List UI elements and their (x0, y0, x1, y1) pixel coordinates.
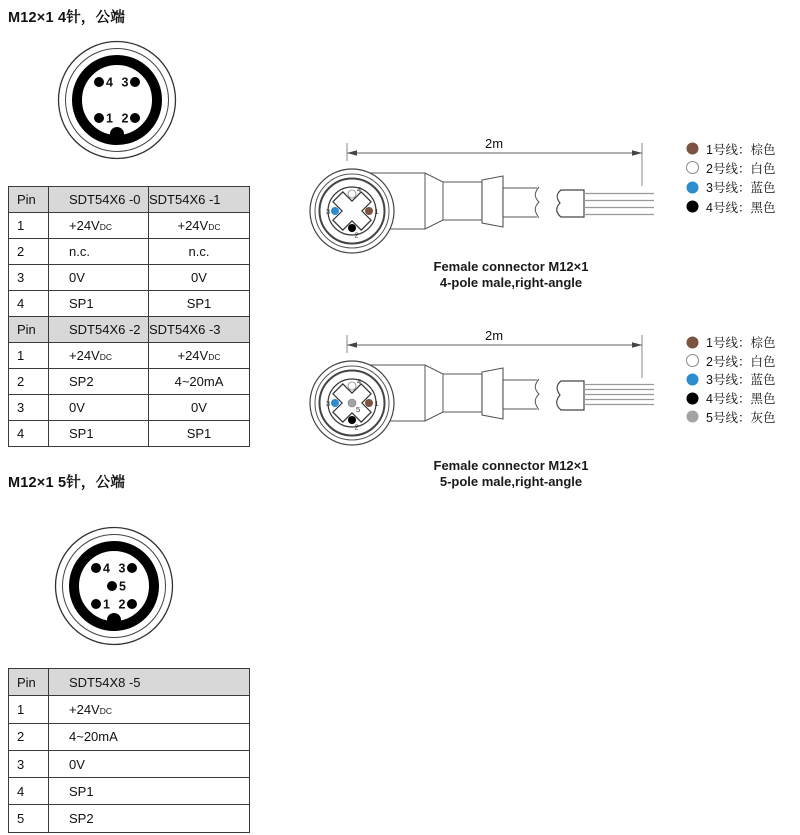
face-pin-label: 1 (374, 399, 379, 408)
table-cell: SP1 (49, 421, 149, 447)
table-row (9, 369, 250, 395)
face-pin-label: 2 (354, 422, 359, 432)
legend-label: 4号线：黑色 (706, 200, 776, 215)
pin-label: 2 (118, 597, 126, 612)
table-cell: SP2 (49, 805, 250, 832)
dim-label: 2m (484, 136, 504, 151)
cable-end-piece (557, 381, 584, 410)
strain-relief (482, 176, 503, 227)
dim-arrowhead-right (632, 150, 642, 156)
table-row (9, 265, 250, 291)
wire-color-dot-icon (686, 354, 699, 367)
keyway-bump (107, 613, 121, 627)
table-header-row (9, 669, 250, 696)
cable-end-piece (557, 190, 584, 217)
wire-color-dot-icon (686, 142, 699, 155)
column-header: SDT54X6 -0 (49, 187, 149, 213)
table-cell: 4 (9, 778, 49, 805)
dim-arrowhead-right (632, 342, 642, 348)
table-row (9, 239, 250, 265)
pin-label: 1 (106, 111, 113, 126)
table-cell: SP2 (49, 369, 149, 395)
wire-color-legend-5 (686, 333, 775, 426)
pin-dot-4 (91, 563, 101, 573)
legend-label: 1号线：棕色 (706, 336, 776, 351)
dim-label: 2m (484, 328, 504, 343)
legend-item (686, 178, 775, 197)
legend-item (686, 389, 775, 408)
table-cell: 1 (9, 213, 49, 239)
m12-4pin-connector-face-diagram (55, 38, 179, 162)
strain-relief (482, 368, 503, 419)
pin-label: 4 (103, 561, 110, 576)
table-cell: 2 (9, 723, 49, 750)
table-cell: +24VDC (49, 213, 149, 239)
cable-tube (503, 188, 537, 217)
table-row (9, 750, 250, 777)
dim-arrowhead-left (347, 150, 357, 156)
face-pin-5 (348, 399, 356, 407)
table-cell: 4 (9, 421, 49, 447)
pin-dot-2 (130, 113, 140, 123)
pin-dot-5 (107, 581, 117, 591)
caption-line2: 4-pole male,right-angle (439, 274, 583, 290)
face-pin-label: 5 (356, 405, 361, 414)
pin-label: 2 (121, 111, 129, 126)
table-cell: 3 (9, 395, 49, 421)
table-cell: 3 (9, 750, 49, 777)
table-cell: 0V (149, 265, 250, 291)
column-header: Pin (9, 317, 49, 343)
pinout-table-sdt54x8 (8, 668, 250, 833)
pin-label: 1 (103, 597, 110, 612)
table-cell: 0V (149, 395, 250, 421)
wire-color-dot-icon (686, 392, 699, 405)
table-cell: n.c. (149, 239, 250, 265)
face-pin-4 (348, 190, 356, 198)
caption-line1: Female connector M12×1 (433, 458, 589, 473)
wire-color-legend-4 (686, 139, 775, 216)
column-header: SDT54X6 -2 (49, 317, 149, 343)
table-row (9, 421, 250, 447)
legend-item (686, 333, 775, 352)
legend-label: 5号线：灰色 (706, 410, 776, 425)
table-cell: 4~20mA (149, 369, 250, 395)
table-cell: SP1 (49, 291, 149, 317)
face-pin-1 (365, 207, 373, 215)
table-cell: 1 (9, 343, 49, 369)
table-cell: +24VDC (49, 343, 149, 369)
legend-item (686, 407, 775, 426)
face-pin-4 (348, 382, 356, 390)
column-header: Pin (9, 187, 49, 213)
face-pin-3 (331, 207, 339, 215)
face-pin-3 (331, 399, 339, 407)
table-row (9, 805, 250, 832)
column-header: SDT54X8 -5 (49, 669, 250, 696)
table-row (9, 723, 250, 750)
pin-dot-3 (130, 77, 140, 87)
section-heading-5pin: M12×1 5针，公端 (8, 475, 126, 491)
cable-caption-4pole (398, 259, 624, 290)
pin-label: 3 (118, 561, 126, 576)
table-cell: 1 (9, 696, 49, 723)
table-cell: SP1 (149, 291, 250, 317)
section-heading-4pin: M12×1 4针，公端 (8, 10, 126, 26)
wire-color-dot-icon (686, 161, 699, 174)
table-cell: 5 (9, 805, 49, 832)
table-cell: 3 (9, 265, 49, 291)
column-header: SDT54X6 -1 (149, 187, 250, 213)
cable-tube (503, 380, 537, 409)
m12-5pin-connector-face-diagram (52, 523, 176, 647)
table-cell: 0V (49, 750, 250, 777)
table-cell: SP1 (49, 778, 250, 805)
table-cell: 2 (9, 369, 49, 395)
legend-label: 4号线：黑色 (706, 392, 776, 407)
wire-color-dot-icon (686, 336, 699, 349)
face-pin-label: 3 (325, 207, 330, 216)
legend-item (686, 197, 775, 216)
table-cell: +24VDC (149, 343, 250, 369)
column-header: Pin (9, 669, 49, 696)
legend-label: 2号线：白色 (706, 161, 776, 176)
face-pin-label: 2 (354, 230, 359, 240)
legend-label: 3号线：蓝色 (706, 373, 776, 388)
legend-label: 1号线：棕色 (706, 142, 776, 157)
legend-label: 3号线：蓝色 (706, 181, 776, 196)
cable-caption-5pole (398, 458, 624, 489)
wire-color-dot-icon (686, 181, 699, 194)
table-cell: 0V (49, 395, 149, 421)
pin-dot-3 (127, 563, 137, 573)
pin-label: 4 (106, 75, 113, 90)
legend-item (686, 158, 775, 177)
pin-dot-2 (127, 599, 137, 609)
table-cell: SP1 (149, 421, 250, 447)
table-row (9, 291, 250, 317)
caption-line2: 5-pole male,right-angle (439, 473, 583, 489)
legend-item (686, 352, 775, 371)
keyway-bump (110, 127, 124, 141)
pinout-table-sdt54x6 (8, 186, 250, 447)
dim-arrowhead-left (347, 342, 357, 348)
table-header-row (9, 187, 250, 213)
face-pin-label: 3 (325, 399, 330, 408)
column-header: SDT54X6 -3 (149, 317, 250, 343)
table-cell: +24VDC (49, 696, 250, 723)
table-cell: 4 (9, 291, 49, 317)
face-pin-label: 1 (374, 207, 379, 216)
caption-line1: Female connector M12×1 (433, 259, 589, 274)
table-cell: 4~20mA (49, 723, 250, 750)
pin-label: 5 (119, 579, 126, 594)
face-pin-label: 4 (357, 185, 362, 194)
table-row (9, 696, 250, 723)
table-row (9, 213, 250, 239)
table-row (9, 395, 250, 421)
wire-color-dot-icon (686, 373, 699, 386)
wire-color-dot-icon (686, 410, 699, 423)
wire-color-dot-icon (686, 200, 699, 213)
pin-dot-1 (94, 113, 104, 123)
pin-dot-1 (91, 599, 101, 609)
table-cell: n.c. (49, 239, 149, 265)
table-header-row (9, 317, 250, 343)
pin-label: 3 (121, 75, 129, 90)
face-pin-label: 4 (357, 377, 362, 386)
legend-item (686, 139, 775, 158)
table-cell: +24VDC (149, 213, 250, 239)
table-cell: 0V (49, 265, 149, 291)
legend-label: 2号线：白色 (706, 354, 776, 369)
table-row (9, 343, 250, 369)
legend-item (686, 370, 775, 389)
table-cell: 2 (9, 239, 49, 265)
pin-dot-4 (94, 77, 104, 87)
table-row (9, 778, 250, 805)
face-pin-1 (365, 399, 373, 407)
